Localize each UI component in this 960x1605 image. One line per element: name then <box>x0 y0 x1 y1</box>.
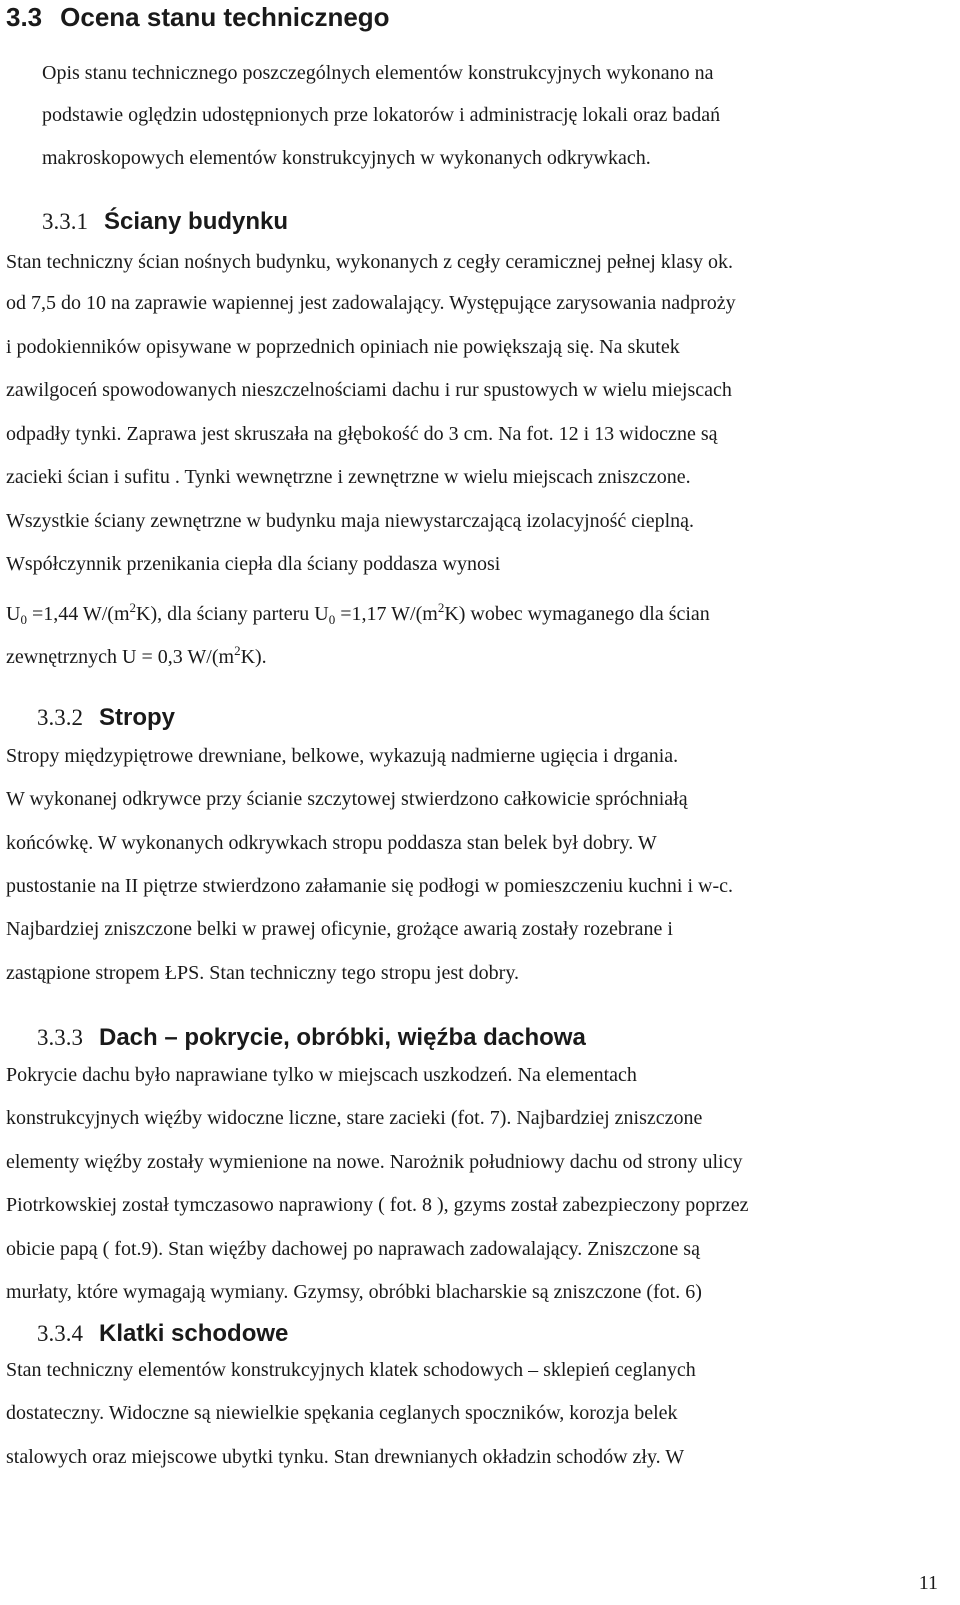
walls-line: zacieki ścian i sufitu . Tynki wewnętrzne i zewnętrzne w wielu miejscach zniszczone. <box>6 466 691 488</box>
u-required-value: zewnętrznych U = 0,3 W/(m <box>6 646 235 668</box>
roof-line: obicie papą ( fot.9). Stan więźby dachowej po naprawach zadowalający. Zniszczone są <box>6 1238 700 1260</box>
u-subscript: 0 <box>328 612 336 627</box>
section-number: 3.3 <box>6 2 43 32</box>
subsection-heading-walls <box>42 207 288 237</box>
roof-line: Piotrkowskiej został tymczasowo naprawiony ( fot. 8 ), gzyms został zabezpieczony poprzez <box>6 1194 749 1216</box>
subsection-title: Dach – pokrycie, obróbki, więźba dachowa <box>99 1024 586 1051</box>
subsection-heading-ceilings <box>37 703 175 733</box>
unit-superscript: 2 <box>129 600 137 615</box>
unit-superscript: 2 <box>437 600 445 615</box>
subsection-title: Ściany budynku <box>104 208 289 235</box>
walls-line: Współczynnik przenikania ciepła dla ściany poddasza wynosi <box>6 553 501 575</box>
u-value-formula <box>6 595 710 633</box>
ceilings-line: Najbardziej zniszczone belki w prawej oficynie, grożące awarią zostały rozebrane i <box>6 918 673 940</box>
roof-line: elementy więźby zostały wymienione na nowe. Narożnik południowy dachu od strony ulicy <box>6 1151 743 1173</box>
stairs-line: dostateczny. Widoczne są niewielkie spękania ceglanych spoczników, korozja belek <box>6 1402 678 1424</box>
subsection-title: Klatki schodowe <box>99 1320 289 1347</box>
u-value-attic: =1,44 W/(m <box>26 603 130 625</box>
ceilings-line: pustostanie na II piętrze stwierdzono załamanie się podłogi w pomieszczeniu kuchni i w-c. <box>6 875 733 897</box>
ceilings-line: zastąpione stropem ŁPS. Stan techniczny tego stropu jest dobry. <box>6 962 520 984</box>
intro-line: podstawie oględzin udostępnionych prze lokatorów i administrację lokali oraz badań <box>42 104 721 126</box>
subsection-number: 3.3.4 <box>37 1321 83 1346</box>
subsection-number: 3.3.3 <box>37 1025 83 1050</box>
subsection-heading-roof <box>37 1023 586 1053</box>
stairs-line: Stan techniczny elementów konstrukcyjnych klatek schodowych – sklepień ceglanych <box>6 1359 696 1381</box>
u-text-ground: K), dla ściany parteru U <box>136 603 329 625</box>
u-value-ground: =1,17 W/(m <box>335 603 438 625</box>
u-text-required: K) wobec wymaganego dla ścian <box>444 603 710 625</box>
subsection-number: 3.3.1 <box>42 209 88 234</box>
u-subscript: 0 <box>20 612 27 627</box>
subsection-number: 3.3.2 <box>37 705 83 730</box>
roof-line: Pokrycie dachu było naprawiane tylko w miejscach uszkodzeń. Na elementach <box>6 1064 637 1086</box>
u-symbol: U <box>6 603 21 625</box>
walls-line: Stan techniczny ścian nośnych budynku, wykonanych z cegły ceramicznej pełnej klasy ok. <box>6 251 733 273</box>
walls-line: i podokienników opisywane w poprzednich opiniach nie powiększają się. Na skutek <box>6 336 680 358</box>
stairs-line: stalowych oraz miejscowe ubytki tynku. Stan drewnianych okładzin schodów zły. W <box>6 1446 685 1468</box>
roof-line: murłaty, które wymagają wymiany. Gzymsy, obróbki blacharskie są zniszczone (fot. 6) <box>6 1281 702 1303</box>
ceilings-line: Stropy międzypiętrowe drewniane, belkowe, wykazują nadmierne ugięcia i drgania. <box>6 745 679 767</box>
ceilings-line: końcówkę. W wykonanych odkrywkach stropu poddasza stan belek był dobry. W <box>6 832 657 854</box>
walls-line: odpadły tynki. Zaprawa jest skruszała na głębokość do 3 cm. Na fot. 12 i 13 widoczne są <box>6 423 718 445</box>
section-title: Ocena stanu technicznego <box>60 2 390 32</box>
unit-superscript: 2 <box>234 643 241 658</box>
intro-line: Opis stanu technicznego poszczególnych elementów konstrukcyjnych wykonano na <box>42 62 714 84</box>
walls-line: od 7,5 do 10 na zaprawie wapiennej jest zadowalający. Występujące zarysowania nadproży <box>6 292 736 314</box>
walls-line: Wszystkie ściany zewnętrzne w budynku maja niewystarczającą izolacyjność cieplną. <box>6 510 695 532</box>
u-required-formula <box>6 638 267 670</box>
intro-line: makroskopowych elementów konstrukcyjnych w wykonanych odkrywkach. <box>42 147 651 169</box>
section-heading <box>6 2 390 32</box>
subsection-heading-stairs <box>37 1319 288 1349</box>
ceilings-line: W wykonanej odkrywce przy ścianie szczytowej stwierdzono całkowicie spróchniałą <box>6 788 688 810</box>
roof-line: konstrukcyjnych więźby widoczne liczne, stare zacieki (fot. 7). Najbardziej zniszczone <box>6 1107 703 1129</box>
page-number: 11 <box>918 1572 938 1594</box>
u-required-unit: K). <box>240 646 267 668</box>
walls-line: zawilgoceń spowodowanych nieszczelnościami dachu i rur spustowych w wielu miejscach <box>6 379 732 401</box>
subsection-title: Stropy <box>99 704 176 731</box>
